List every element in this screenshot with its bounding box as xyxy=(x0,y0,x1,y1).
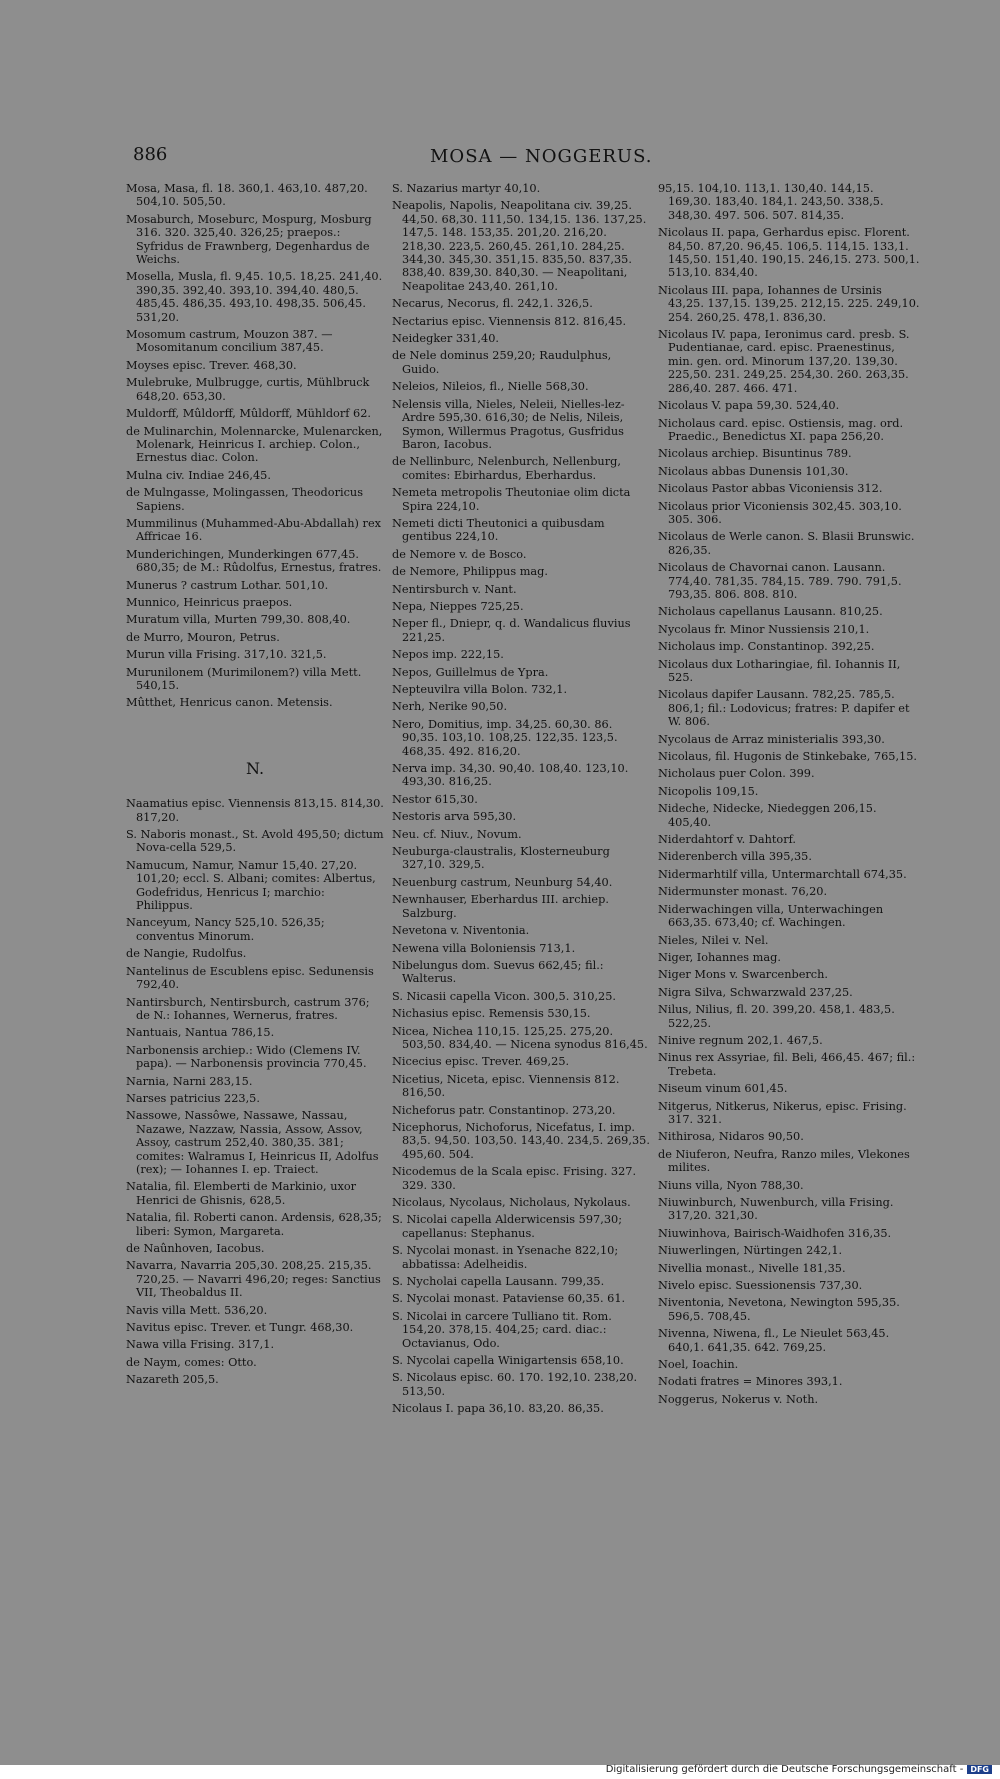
index-entry: Nidermunster monast. 76,20. xyxy=(658,885,828,899)
dfg-logo: DFG xyxy=(967,1765,992,1774)
index-entry: Nithirosa, Nidaros 90,50. xyxy=(658,1130,804,1144)
index-entry: Mulebruke, Mulbrugge, curtis, Mühlbruck 648,20. 653,30. xyxy=(126,376,370,403)
index-entry: S. Nicolaus episc. 60. 170. 192,10. 238,20. 513,50. xyxy=(392,1371,638,1398)
index-entry: Munderichingen, Munderkingen 677,45. 680,35; de M.: Rûdolfus, Ernestus, fratres. xyxy=(126,547,382,575)
index-entry: Navis villa Mett. 536,20. xyxy=(126,1303,268,1317)
index-entry: Nycolaus de Arraz ministerialis 393,30. xyxy=(658,732,885,746)
index-entry: Nepos imp. 222,15. xyxy=(392,648,504,662)
index-entry: 95,15. 104,10. 113,1. 130,40. 144,15. 169,30. 183,40. 184,1. 243,50. 338,5. 348,30. 497. 506. 507. 814,35. xyxy=(658,182,884,222)
index-entry: Neper fl., Dniepr, q. d. Wandalicus fluvius 221,25. xyxy=(392,617,631,644)
footer-text: Digitalisierung gefördert durch die Deutsche Forschungsgemeinschaft - xyxy=(605,1764,964,1775)
index-entry: de Naym, comes: Otto. xyxy=(126,1355,257,1369)
index-entry: S. Naboris monast., St. Avold 495,50; dictum Nova-cella 529,5. xyxy=(126,828,384,855)
index-entry: Necarus, Necorus, fl. 242,1. 326,5. xyxy=(392,297,593,311)
index-entry: Newena villa Boloniensis 713,1. xyxy=(392,941,576,955)
index-entry: Nantirsburch, Nentirsburch, castrum 376; de N.: Iohannes, Wernerus, fratres. xyxy=(126,995,370,1022)
index-column-3 xyxy=(658,182,920,1410)
index-entry: de Nangie, Rudolfus. xyxy=(126,947,247,961)
index-entry: Munnico, Heinricus praepos. xyxy=(126,595,293,609)
index-entry: Nicodemus de la Scala episc. Frising. 327. 329. 330. xyxy=(392,1165,637,1192)
index-entry: Neleios, Nileios, fl., Nielle 568,30. xyxy=(392,380,589,394)
index-entry: Nicolaus, Nycolaus, Nicholaus, Nykolaus. xyxy=(392,1196,631,1209)
index-entry: Nicetius, Niceta, episc. Viennensis 812. 816,50. xyxy=(392,1072,620,1100)
index-entry: Nibelungus dom. Suevus 662,45; fil.: Walterus. xyxy=(392,958,604,986)
index-entry: S. Nycolai capella Winigartensis 658,10. xyxy=(392,1354,624,1368)
index-entry: de Nellinburc, Nelenburch, Nellenburg, comites: Ebirhardus, Eberhardus. xyxy=(392,455,621,482)
index-entry: Nerva imp. 34,30. 90,40. 108,40. 123,10. 493,30. 816,25. xyxy=(392,762,629,789)
page-number: 886 xyxy=(133,144,168,165)
index-entry: Nicholaus puer Colon. 399. xyxy=(658,767,815,781)
index-entry: Nicolaus abbas Dunensis 101,30. xyxy=(658,464,849,478)
index-entry: Nicheforus patr. Constantinop. 273,20. xyxy=(392,1103,616,1117)
index-entry: Navarra, Navarria 205,30. 208,25. 215,35. 720,25. — Navarri 496,20; reges: Sanctius VII, Theobaldus II. xyxy=(126,1259,381,1300)
index-entry: Navitus episc. Trever. et Tungr. 468,30. xyxy=(126,1321,354,1335)
index-entry: Nemeti dicti Theutonici a quibusdam gentibus 224,10. xyxy=(392,516,605,544)
index-entry: Nodati fratres = Minores 393,1. xyxy=(658,1375,843,1389)
index-entry: Nicolaus archiep. Bisuntinus 789. xyxy=(658,447,852,461)
index-entry: Newnhauser, Eberhardus III. archiep. Salzburg. xyxy=(392,893,609,920)
index-entry: de Nemore, Philippus mag. xyxy=(392,565,548,579)
index-entry: Nivelo episc. Suessionensis 737,30. xyxy=(658,1279,863,1293)
index-entry: Ninive regnum 202,1. 467,5. xyxy=(658,1033,823,1047)
index-entry: Nicolaus, fil. Hugonis de Stinkebake, 765,15. xyxy=(658,750,918,764)
index-entry: Neuburga-claustralis, Klosterneuburg 327,10. 329,5. xyxy=(392,845,610,872)
index-entry: de Mulngasse, Molingassen, Theodoricus Sapiens. xyxy=(126,486,363,513)
index-entry: Nepa, Nieppes 725,25. xyxy=(392,599,524,613)
index-entry: Nicolaus I. papa 36,10. 83,20. 86,35. xyxy=(392,1402,604,1416)
index-entry: Nazareth 205,5. xyxy=(126,1373,219,1387)
index-entry: Nicolaus IV. papa, Ieronimus card. presb. S. Pudentianae, card. episc. Praenestinus, min. gen. ord. Minorum 137,20. 139,30. 225,50. 231. 249,25. 254,30. 260. 263,35. 286,40. 287. 466. 471. xyxy=(658,328,910,395)
index-entry: Mosa, Masa, fl. 18. 360,1. 463,10. 487,20. 504,10. 505,50. xyxy=(126,182,368,209)
index-entry: Nicecius episc. Trever. 469,25. xyxy=(392,1055,570,1069)
index-entry: S. Nycolai monast. Pataviense 60,35. 61. xyxy=(392,1292,626,1306)
index-entry: Niuwerlingen, Nürtingen 242,1. xyxy=(658,1244,843,1258)
index-entry: de Nele dominus 259,20; Raudulphus, Guido. xyxy=(392,349,612,376)
index-entry: Mummilinus (Muhammed-Abu-Abdallah) rex Affricae 16. xyxy=(126,516,381,544)
index-entry: Narbonensis archiep.: Wido (Clemens IV. papa). — Narbonensis provincia 770,45. xyxy=(126,1043,367,1071)
index-entry: Neapolis, Napolis, Neapolitana civ. 39,25. 44,50. 68,30. 111,50. 134,15. 136. 137,25. 147,5. 148. 153,35. 201,20. 216,20. 218,30. 223,5. 260,45. 261,10. 284,25. 344,30. 345,30. 351,15. 835,50. 837,35. 838,40. 839,30. 840,30. — Neapolitani, Neapolitae 243,40. 261,10. xyxy=(392,199,647,293)
index-entry: Nevetona v. Niventonia. xyxy=(392,924,530,938)
index-entry: Moyses episc. Trever. 468,30. xyxy=(126,358,297,372)
index-entry: Noggerus, Nokerus v. Noth. xyxy=(658,1392,819,1406)
index-entry: Nivellia monast., Nivelle 181,35. xyxy=(658,1261,846,1275)
index-entry: Mosella, Musla, fl. 9,45. 10,5. 18,25. 241,40. 390,35. 392,40. 393,10. 394,40. 480,5. 485,45. 486,35. 493,10. 498,35. 506,45. 531,20. xyxy=(126,270,383,324)
index-entry: Narses patricius 223,5. xyxy=(126,1091,260,1105)
index-entry: Mulna civ. Indiae 246,45. xyxy=(126,468,271,482)
index-entry: Nassowe, Nassôwe, Nassawe, Nassau, Nazawe, Nazzaw, Nassia, Assow, Assov, Assoy, castrum 252,40. 380,35. 381; comites: Walramus I, Heinricus II, Adolfus (rex); — Iohannes I. ep. Traiect. xyxy=(126,1109,379,1176)
index-entry: Nanceyum, Nancy 525,10. 526,35; conventus Minorum. xyxy=(126,916,325,943)
index-entry: Nicopolis 109,15. xyxy=(658,784,759,798)
index-entry: Nicolaus Pastor abbas Viconiensis 312. xyxy=(658,482,883,496)
index-entry: Nideche, Nidecke, Niedeggen 206,15. 405,40. xyxy=(658,802,877,829)
running-head: MOSA — NOGGERUS. xyxy=(430,146,653,167)
index-entry: Nilus, Nilius, fl. 20. 399,20. 458,1. 483,5. 522,25. xyxy=(658,1003,895,1030)
index-entry: Nepteuvilra villa Bolon. 732,1. xyxy=(392,683,568,696)
index-entry: Muldorff, Mûldorff, Mûldorff, Mühldorf 62. xyxy=(126,407,371,421)
index-entry: Niuwinhova, Bairisch-Waidhofen 316,35. xyxy=(658,1226,892,1240)
index-entry: Nichasius episc. Remensis 530,15. xyxy=(392,1007,591,1021)
index-entry: Nemeta metropolis Theutoniae olim dicta Spira 224,10. xyxy=(392,486,631,513)
index-entry: Nestoris arva 595,30. xyxy=(392,810,517,824)
index-entry: Mûtthet, Henricus canon. Metensis. xyxy=(126,696,333,710)
index-entry: Narnia, Narni 283,15. xyxy=(126,1074,253,1088)
index-entry: S. Nicolai in carcere Tulliano tit. Rom. 154,20. 378,15. 404,25; card. diac.: Octavianus, Odo. xyxy=(392,1309,612,1350)
index-entry: Nicolaus V. papa 59,30. 524,40. xyxy=(658,399,840,413)
index-entry: de Murro, Mouron, Petrus. xyxy=(126,630,280,644)
index-entry: Noel, Ioachin. xyxy=(658,1358,739,1372)
index-entry: S. Nycholai capella Lausann. 799,35. xyxy=(392,1275,605,1289)
index-entry: Natalia, fil. Roberti canon. Ardensis, 628,35; liberi: Symon, Margareta. xyxy=(126,1211,382,1238)
index-entry: Nantelinus de Escublens episc. Sedunensis 792,40. xyxy=(126,964,374,992)
index-entry: Niderenberch villa 395,35. xyxy=(658,850,812,864)
index-entry: Nicolaus dux Lotharingiae, fil. Iohannis II, 525. xyxy=(658,657,901,684)
index-entry: de Naûnhoven, Iacobus. xyxy=(126,1242,265,1255)
index-entry: Nicholaus imp. Constantinop. 392,25. xyxy=(658,640,875,654)
index-entry: Nicea, Nichea 110,15. 125,25. 275,20. 503,50. 834,40. — Nicena synodus 816,45. xyxy=(392,1024,648,1051)
index-entry: Nicolaus III. papa, Iohannes de Ursinis 43,25. 137,15. 139,25. 212,15. 225. 249,10. 254. 260,25. 478,1. 836,30. xyxy=(658,283,920,324)
index-entry: Nycolaus fr. Minor Nussiensis 210,1. xyxy=(658,622,870,636)
index-entry: Nero, Domitius, imp. 34,25. 60,30. 86. 90,35. 103,10. 108,25. 122,35. 123,5. 468,35. 492. 816,20. xyxy=(392,717,618,758)
footer-credit xyxy=(606,1764,992,1775)
index-entry: Nicolaus dapifer Lausann. 782,25. 785,5. 806,1; fil.: Lodovicus; fratres: P. dapifer et W. 806. xyxy=(658,688,910,729)
index-entry: Munerus ? castrum Lothar. 501,10. xyxy=(126,578,329,592)
index-entry: S. Nicasii capella Vicon. 300,5. 310,25. xyxy=(392,989,617,1003)
index-entry: Natalia, fil. Elemberti de Markinio, uxor Henrici de Ghisnis, 628,5. xyxy=(126,1180,357,1207)
index-entry: Neuenburg castrum, Neunburg 54,40. xyxy=(392,875,613,889)
index-entry: Nicephorus, Nichoforus, Nicefatus, I. imp. 83,5. 94,50. 103,50. 143,40. 234,5. 269,35. 495,60. 504. xyxy=(392,1120,650,1161)
index-entry: Nepos, Guillelmus de Ypra. xyxy=(392,665,549,679)
index-entry: Nelensis villa, Nieles, Neleii, Nielles-lez-Ardre 595,30. 616,30; de Nelis, Nileis, Symon, Willermus Pragotus, Gusfridus Baron, Iacobus. xyxy=(392,397,625,451)
index-entry: S. Nycolai monast. in Ysenache 822,10; abbatissa: Adelheidis. xyxy=(392,1244,619,1271)
index-entry: de Niuferon, Neufra, Ranzo miles, Vlekones milites. xyxy=(658,1147,910,1175)
index-entry: Naamatius episc. Viennensis 813,15. 814,30. 817,20. xyxy=(126,797,384,824)
index-entry: Nicolaus II. papa, Gerhardus episc. Florent. 84,50. 87,20. 96,45. 106,5. 114,15. 133,1. 145,50. 151,40. 190,15. 246,15. 273. 500,1. 513,10. 834,40. xyxy=(658,226,920,280)
index-entry: de Nemore v. de Bosco. xyxy=(392,547,527,561)
index-entry: Namucum, Namur, Namur 15,40. 27,20. 101,20; eccl. S. Albani; comites: Albertus, Godefridus, Henricus I; marchio: Philippus. xyxy=(126,858,376,913)
index-entry: Nicolaus de Chavornai canon. Lausann. 774,40. 781,35. 784,15. 789. 790. 791,5. 793,35. 806. 808. 810. xyxy=(658,561,902,601)
index-entry: Murun villa Frising. 317,10. 321,5. xyxy=(126,648,327,662)
index-entry: Niuns villa, Nyon 788,30. xyxy=(658,1178,804,1192)
index-entry: Nivenna, Niwena, fl., Le Nieulet 563,45. 640,1. 641,35. 642. 769,25. xyxy=(658,1327,890,1354)
index-entry: Nentirsburch v. Nant. xyxy=(392,582,517,596)
index-entry: Neidegker 331,40. xyxy=(392,332,499,346)
index-entry: Niderwachingen villa, Unterwachingen 663,35. 673,40; cf. Wachingen. xyxy=(658,902,884,930)
index-column-2 xyxy=(392,182,650,1420)
index-entry: Niger Mons v. Swarcenberch. xyxy=(658,968,829,982)
index-entry: Murunilonem (Murimilonem?) villa Mett. 540,15. xyxy=(126,665,362,692)
index-entry: Nicholaus card. episc. Ostiensis, mag. ord. Praedic., Benedictus XI. papa 256,20. xyxy=(658,416,904,443)
index-entry: Niger, Iohannes mag. xyxy=(658,950,781,964)
index-entry: Nitgerus, Nitkerus, Nikerus, episc. Frising. 317. 321. xyxy=(658,1099,907,1126)
index-entry: Niseum vinum 601,45. xyxy=(658,1082,788,1096)
index-entry: Niuwinburch, Nuwenburch, villa Frising. 317,20. 321,30. xyxy=(658,1196,894,1223)
index-entry: Nestor 615,30. xyxy=(392,792,478,806)
section-letter: N. xyxy=(245,758,265,778)
index-entry: Nerh, Nerike 90,50. xyxy=(392,700,508,714)
index-entry: S. Nicolai capella Alderwicensis 597,30; capellanus: Stephanus. xyxy=(392,1213,623,1240)
index-entry: de Mulinarchin, Molennarcke, Mulenarcken, Molenark, Heinricus I. archiep. Colon., Ernestus diac. Colon. xyxy=(126,424,383,465)
index-entry: Niderdahtorf v. Dahtorf. xyxy=(658,833,796,847)
index-entry: Mosomum castrum, Mouzon 387. — Mosomitanum concilium 387,45. xyxy=(126,328,333,355)
index-entry: Nantuais, Nantua 786,15. xyxy=(126,1026,275,1040)
index-entry: Nigra Silva, Schwarzwald 237,25. xyxy=(658,985,853,999)
index-entry: S. Nazarius martyr 40,10. xyxy=(392,182,541,195)
index-entry: Nidermarhtilf villa, Untermarchtall 674,35. xyxy=(658,867,907,881)
index-entry: Nicolaus de Werle canon. S. Blasii Brunswic. 826,35. xyxy=(658,530,915,557)
index-entry: Nicholaus capellanus Lausann. 810,25. xyxy=(658,605,883,619)
index-entry: Nieles, Nilei v. Nel. xyxy=(658,933,769,947)
index-entry: Niventonia, Nevetona, Newington 595,35. 596,5. 708,45. xyxy=(658,1296,900,1323)
index-column-1 xyxy=(126,182,384,1391)
index-entry: Ninus rex Assyriae, fil. Beli, 466,45. 467; fil.: Trebeta. xyxy=(658,1051,916,1078)
index-entry: Neu. cf. Niuv., Novum. xyxy=(392,827,522,841)
index-entry: Nawa villa Frising. 317,1. xyxy=(126,1338,275,1352)
index-entry: Mosaburch, Moseburc, Mospurg, Mosburg 316. 320. 325,40. 326,25; praepos.: Syfridus de Frawnberg, Degenhardus de Weichs. xyxy=(126,212,372,267)
index-entry: Nectarius episc. Viennensis 812. 816,45. xyxy=(392,314,627,328)
index-entry: Nicolaus prior Viconiensis 302,45. 303,10. 305. 306. xyxy=(658,499,902,526)
index-entry: Muratum villa, Murten 799,30. 808,40. xyxy=(126,613,351,627)
